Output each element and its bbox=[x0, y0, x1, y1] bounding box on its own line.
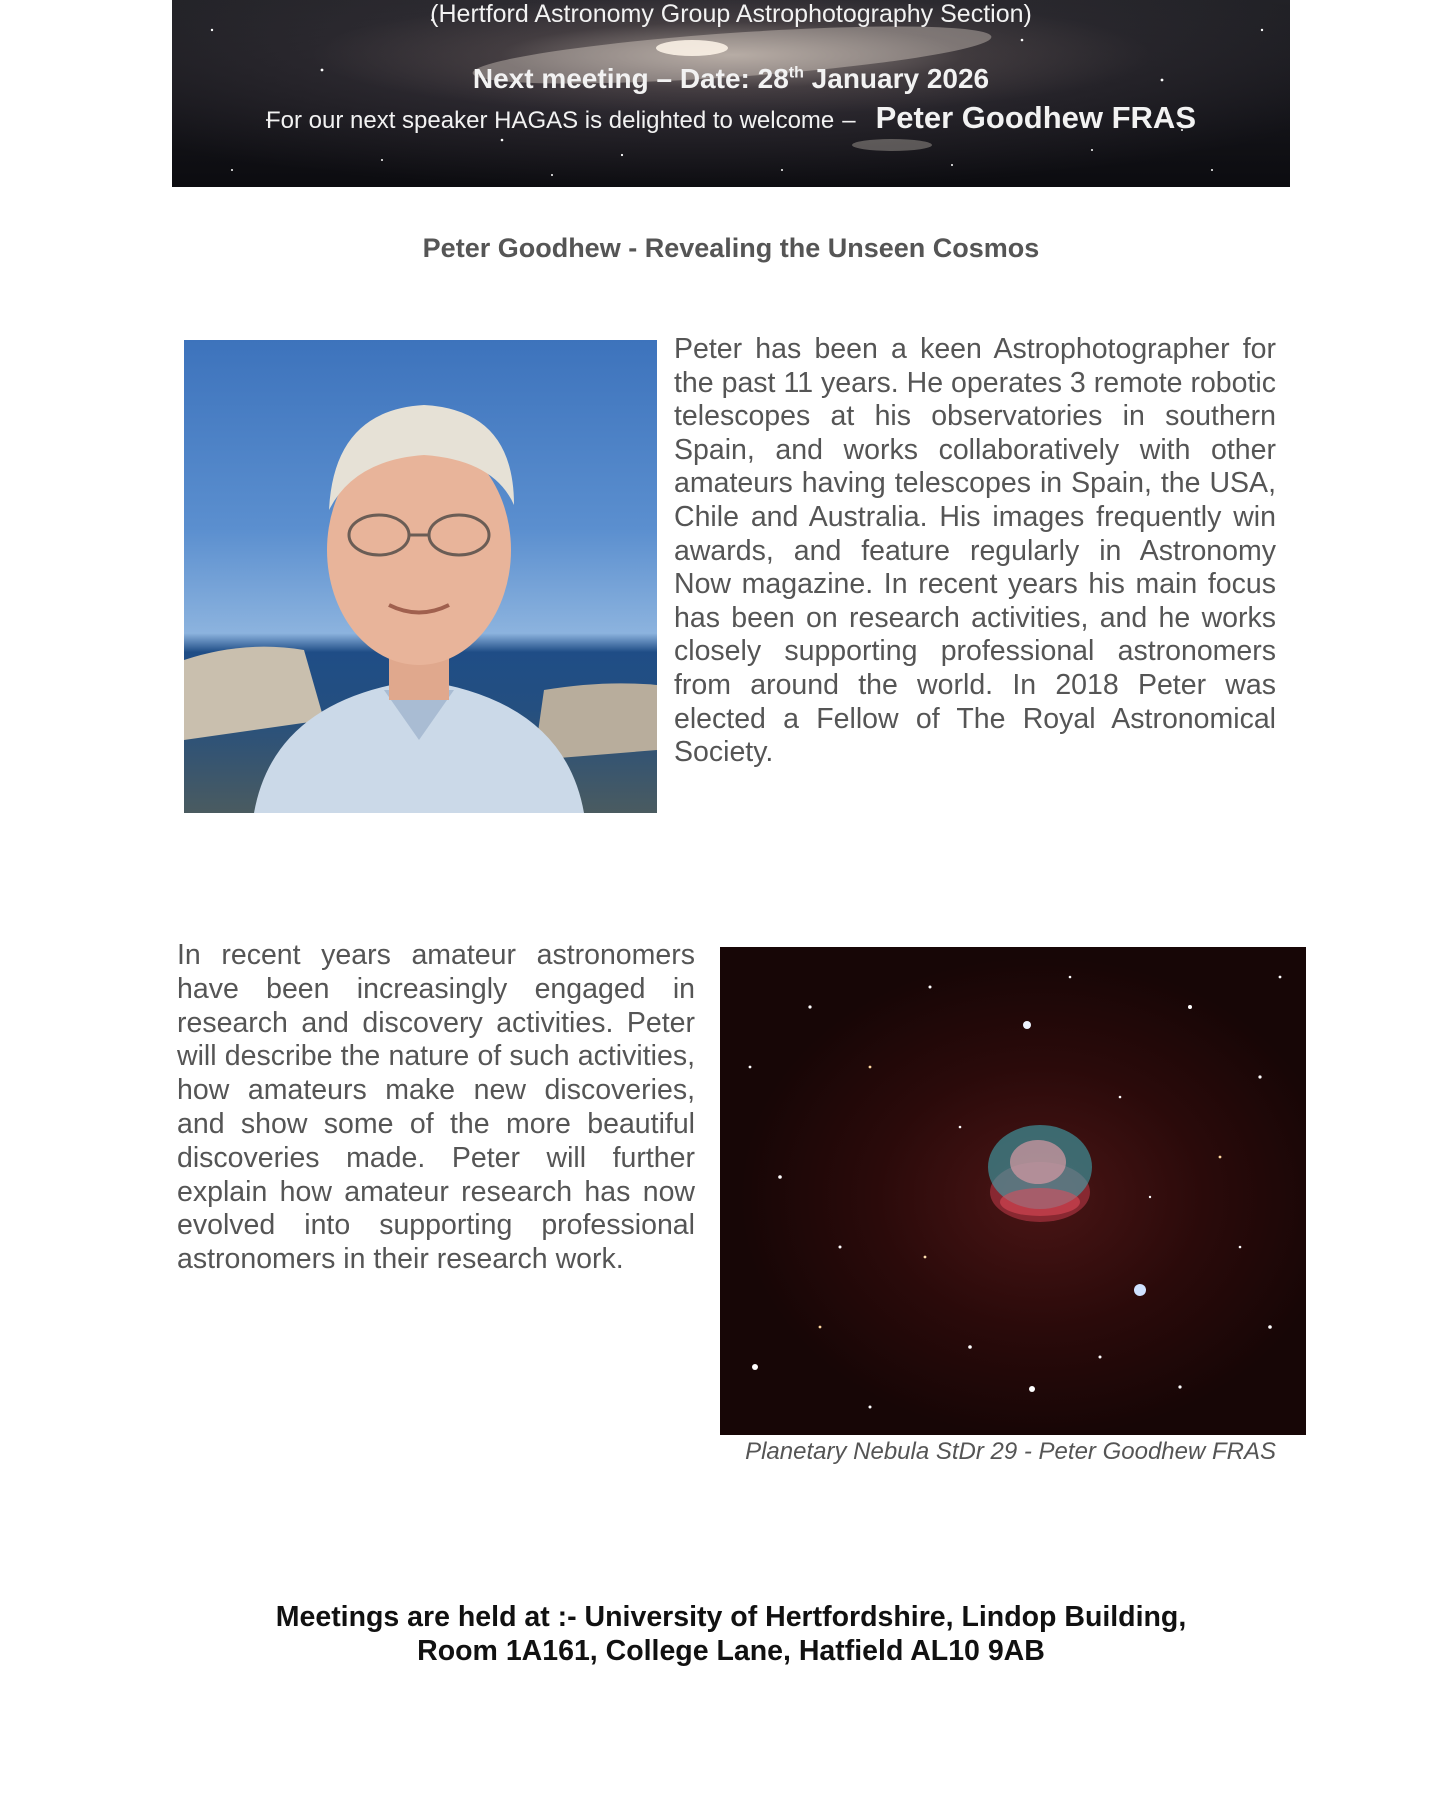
talk-title: Peter Goodhew - Revealing the Unseen Cosmos bbox=[422, 233, 1040, 263]
date-label: Date: bbox=[679, 63, 750, 94]
speaker-photo bbox=[184, 340, 657, 813]
date-day: 28 bbox=[757, 63, 789, 94]
nebula-illustration bbox=[720, 947, 1306, 1435]
portrait-illustration bbox=[184, 340, 657, 813]
talk-abstract: In recent years amateur astronomers have been increasingly engaged in research and discovery activities. Peter will describe the nature of such activities, how amateurs make new discoveries, and show some of the more beautiful discoveries made. Peter will further explain how amateur research has now evolved into supporting professional astronomers in their research work. bbox=[177, 939, 695, 1276]
welcome-line bbox=[172, 100, 1290, 136]
next-meeting-line bbox=[172, 63, 1290, 95]
separator-dash: – bbox=[842, 107, 856, 134]
speaker-bio: Peter has been a keen Astrophotographer for the past 11 years. He operates 3 remote robotic telescopes at his observatories in southern Spain, and works collaboratively with other amateurs having telescopes in Spain, the USA, Chile and Australia. His images frequently win awards, and feature regularly in Astronomy Now magazine. In recent years his main focus has been on research activities, and he works closely supporting professional astronomers from around the world. In 2018 Peter was elected a Fellow of The Royal Astronomical Society. bbox=[674, 333, 1276, 769]
venue-info bbox=[172, 1600, 1290, 1668]
speaker-name: Peter Goodhew FRAS bbox=[875, 100, 1196, 135]
banner-subtitle: (Hertford Astronomy Group Astrophotography Section) bbox=[430, 0, 1032, 28]
date-rest: January 2026 bbox=[811, 63, 990, 94]
header-banner bbox=[172, 0, 1290, 187]
next-meeting-label: Next meeting bbox=[472, 63, 649, 94]
venue-line-1: Meetings are held at :- University of Hertfordshire, Lindop Building, bbox=[275, 1601, 1187, 1633]
image-caption: Planetary Nebula StDr 29 - Peter Goodhew FRAS bbox=[745, 1438, 1276, 1465]
venue-line-2: Room 1A161, College Lane, Hatfield AL10 9AB bbox=[417, 1635, 1045, 1667]
nebula-image bbox=[720, 947, 1306, 1435]
separator-dash: – bbox=[656, 63, 673, 94]
date-suffix: th bbox=[788, 64, 804, 82]
welcome-text: For our next speaker HAGAS is delighted to welcome bbox=[266, 107, 835, 134]
